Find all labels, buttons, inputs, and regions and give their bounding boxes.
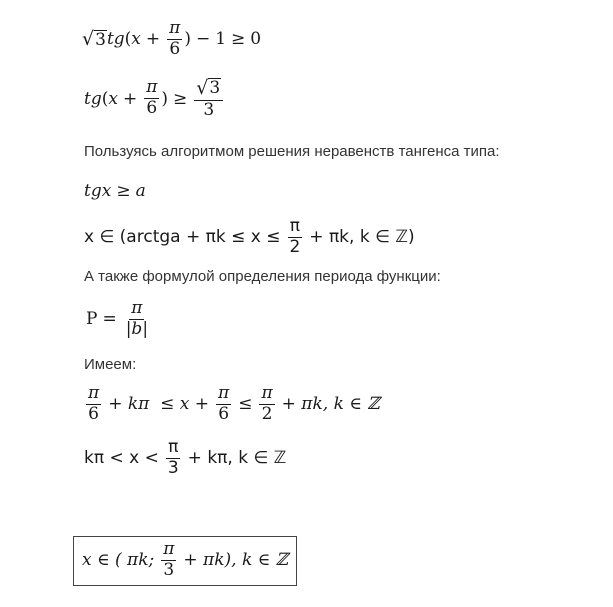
fraction-pi-over-6 bbox=[216, 385, 231, 424]
fraction-pi-over-6 bbox=[86, 385, 101, 424]
middle-expression: + kπ ≤ x + bbox=[108, 394, 210, 415]
fraction-numerator: π bbox=[218, 383, 230, 403]
fraction-pi-over-6 bbox=[144, 79, 159, 118]
fraction-numerator: π bbox=[168, 437, 179, 457]
fraction-denominator: 2 bbox=[289, 236, 301, 257]
number-one: 1 bbox=[215, 29, 227, 50]
tail-expression: + πk, k ∈ ℤ bbox=[281, 394, 380, 415]
open-paren: ( bbox=[101, 88, 109, 109]
leq-sign: ≤ bbox=[238, 394, 253, 415]
tangent-label: tg bbox=[106, 29, 125, 50]
answer-suffix: + πk), k ∈ ℤ bbox=[183, 550, 289, 571]
inequality-general-form bbox=[84, 181, 146, 201]
fraction-denominator: 6 bbox=[218, 403, 230, 424]
geq-sign: ≥ bbox=[116, 181, 131, 201]
general-solution-formula bbox=[84, 218, 415, 257]
fraction-numerator: π bbox=[169, 18, 181, 38]
number-zero: 0 bbox=[250, 29, 262, 50]
radical-sign: √ bbox=[82, 28, 95, 51]
radical-sign: √ bbox=[196, 76, 209, 99]
fraction-numerator: π bbox=[289, 216, 300, 236]
final-answer bbox=[82, 541, 288, 580]
fraction-numerator: π bbox=[261, 383, 273, 403]
variable-x: x bbox=[108, 88, 118, 109]
variable-x: x bbox=[101, 181, 112, 201]
close-paren: ) bbox=[161, 88, 169, 109]
fraction-numerator bbox=[194, 78, 223, 101]
fraction-denominator: 3 bbox=[167, 457, 179, 478]
formula-suffix: + kπ, k ∈ ℤ bbox=[187, 448, 287, 469]
fraction-numerator: π bbox=[88, 383, 100, 403]
fraction-pi-over-6 bbox=[167, 20, 182, 59]
variable-a: a bbox=[135, 181, 146, 201]
inequality-original bbox=[82, 20, 261, 59]
variable-x: x bbox=[131, 29, 141, 50]
tangent-label: tg bbox=[84, 88, 102, 109]
fraction-denominator: 2 bbox=[261, 403, 273, 424]
formula-prefix: x ∈ (arctga + πk ≤ x ≤ bbox=[84, 227, 281, 248]
answer-prefix: x ∈ ( πk; bbox=[82, 550, 155, 571]
fraction-denominator: 3 bbox=[203, 99, 215, 120]
radicand: 3 bbox=[209, 78, 221, 98]
fraction-pi-over-abs-b bbox=[124, 300, 150, 339]
fraction-denominator: 3 bbox=[163, 559, 175, 580]
geq-sign: ≥ bbox=[231, 29, 246, 50]
fraction-pi-over-3 bbox=[161, 541, 176, 580]
radicand: 3 bbox=[95, 29, 106, 50]
algorithm-intro-text: Пользуясь алгоритмом решения неравенств тангенса типа: bbox=[84, 143, 500, 160]
formula-prefix: kπ < x < bbox=[84, 448, 159, 469]
inequality-simplified bbox=[84, 78, 225, 119]
period-formula-intro-text: А также формулой определения периода функции: bbox=[84, 268, 441, 285]
fraction-pi-over-3 bbox=[166, 439, 181, 478]
fraction-pi-over-2 bbox=[259, 385, 274, 424]
fraction-pi-over-2 bbox=[287, 218, 302, 257]
close-paren: ) bbox=[184, 29, 191, 50]
minus-sign: − bbox=[195, 29, 211, 50]
period-formula bbox=[86, 300, 152, 339]
tangent-label: tg bbox=[84, 181, 102, 201]
fraction-numerator: π bbox=[163, 539, 175, 559]
fraction-denominator: 6 bbox=[88, 403, 99, 424]
period-label: P bbox=[86, 309, 98, 330]
fraction-denominator: 6 bbox=[169, 38, 181, 59]
fraction-numerator: π bbox=[131, 298, 143, 318]
we-have-text: Имеем: bbox=[84, 356, 137, 373]
equals-sign: = bbox=[102, 309, 117, 330]
fraction-denominator: |b| bbox=[125, 318, 149, 339]
substituted-inequality bbox=[84, 385, 380, 424]
plus-sign: + bbox=[122, 88, 138, 109]
reduced-inequality bbox=[84, 439, 286, 478]
open-paren: ( bbox=[124, 29, 132, 50]
sqrt-three bbox=[82, 30, 107, 50]
fraction-sqrt3-over-3 bbox=[194, 78, 223, 119]
plus-sign: + bbox=[145, 29, 161, 50]
fraction-numerator: π bbox=[146, 77, 158, 98]
formula-suffix: + πk, k ∈ ℤ) bbox=[309, 227, 415, 248]
fraction-denominator: 6 bbox=[146, 98, 158, 119]
geq-sign: ≥ bbox=[173, 88, 188, 109]
